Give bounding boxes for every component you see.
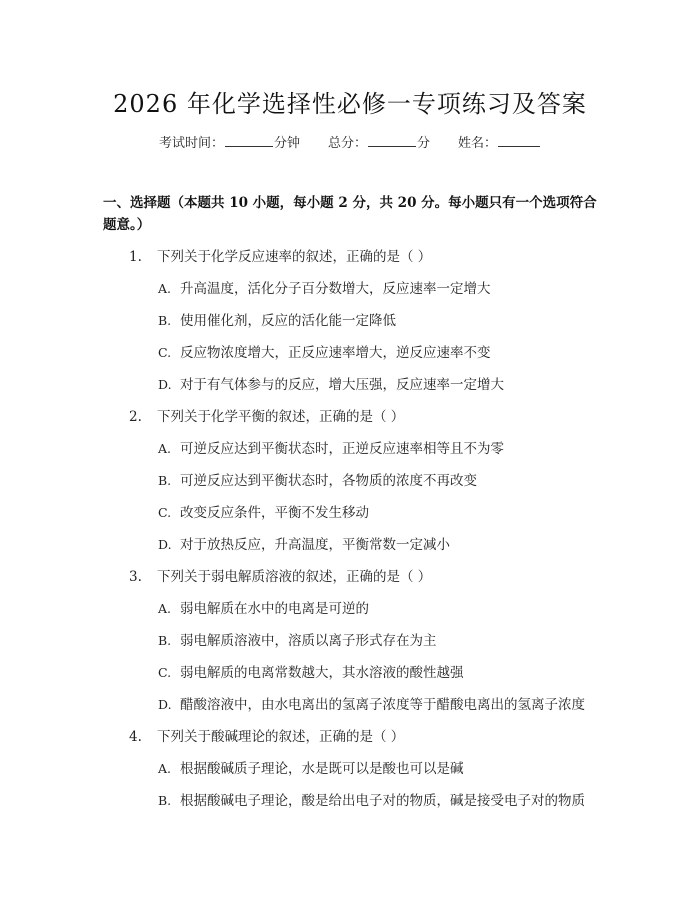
question-2-option-b	[158, 469, 477, 489]
option-text: 弱电解质的电离常数越大，其水溶液的酸性越强	[180, 665, 464, 681]
option-text: 改变反应条件，平衡不发生移动	[180, 505, 369, 521]
question-1-option-d	[158, 373, 504, 393]
question-number: 2.	[129, 409, 142, 425]
question-4-option-b	[158, 789, 585, 809]
question-1	[129, 245, 431, 265]
question-2	[129, 405, 404, 425]
question-4-option-a	[158, 757, 464, 777]
time-unit: 分钟	[273, 136, 300, 151]
question-3-option-d	[158, 693, 585, 713]
question-2-option-c	[158, 501, 369, 521]
time-label: 考试时间：	[158, 136, 224, 151]
name-field	[458, 132, 541, 151]
document-title: 2026 年化学选择性必修一专项练习及答案	[113, 90, 587, 118]
option-text: 醋酸溶液中，由水电离出的氢离子浓度等于醋酸电离出的氢离子浓度	[180, 697, 585, 713]
question-4	[129, 725, 404, 745]
option-text: 反应物浓度增大，正反应速率增大，逆反应速率不变	[180, 345, 491, 361]
option-letter: D.	[158, 377, 172, 392]
total-score-field	[328, 132, 430, 151]
option-letter: C.	[158, 665, 172, 680]
question-1-option-a	[158, 277, 491, 297]
exam-meta-line	[0, 132, 700, 151]
option-text: 升高温度，活化分子百分数增大，反应速率一定增大	[180, 281, 491, 297]
question-text: 下列关于化学平衡的叙述，正确的是（ ）	[157, 409, 405, 425]
question-1-option-b	[158, 309, 396, 329]
question-number: 4.	[129, 729, 142, 745]
option-text: 对于放热反应，升高温度，平衡常数一定减小	[180, 537, 450, 553]
question-text: 下列关于化学反应速率的叙述，正确的是（ ）	[157, 249, 432, 265]
name-label: 姓名：	[458, 136, 498, 151]
question-text: 下列关于弱电解质溶液的叙述，正确的是（ ）	[157, 569, 432, 585]
name-blank	[498, 135, 540, 147]
option-letter: C.	[158, 345, 172, 360]
option-letter: A.	[158, 761, 172, 776]
option-text: 弱电解质在水中的电离是可逆的	[180, 601, 369, 617]
option-letter: C.	[158, 505, 172, 520]
question-number: 1.	[129, 249, 142, 265]
option-text: 根据酸碱质子理论，水是既可以是酸也可以是碱	[180, 761, 464, 777]
option-letter: B.	[158, 313, 172, 328]
option-text: 弱电解质溶液中，溶质以离子形式存在为主	[180, 633, 437, 649]
option-letter: A.	[158, 601, 172, 616]
question-3	[129, 565, 431, 585]
question-3-option-a	[158, 597, 369, 617]
time-blank	[225, 135, 273, 147]
section-heading: 一、选择题（本题共 10 小题，每小题 2 分，共 20 分。每小题只有一个选项符合题意。）	[103, 195, 597, 233]
option-letter: B.	[158, 633, 172, 648]
option-text: 使用催化剂，反应的活化能一定降低	[180, 313, 396, 329]
question-number: 3.	[129, 569, 142, 585]
option-letter: B.	[158, 793, 172, 808]
option-letter: D.	[158, 537, 172, 552]
question-3-option-b	[158, 629, 437, 649]
option-text: 可逆反应达到平衡状态时，各物质的浓度不再改变	[180, 473, 477, 489]
question-2-option-d	[158, 533, 450, 553]
exam-time-field	[159, 132, 300, 151]
option-letter: D.	[158, 697, 172, 712]
score-unit: 分	[417, 136, 431, 151]
option-text: 可逆反应达到平衡状态时，正逆反应速率相等且不为零	[180, 441, 504, 457]
question-1-option-c	[158, 341, 491, 361]
option-letter: A.	[158, 281, 172, 296]
option-letter: A.	[158, 441, 172, 456]
option-letter: B.	[158, 473, 172, 488]
option-text: 根据酸碱电子理论，酸是给出电子对的物质，碱是接受电子对的物质	[180, 793, 585, 809]
question-text: 下列关于酸碱理论的叙述，正确的是（ ）	[157, 729, 405, 745]
question-3-option-c	[158, 661, 464, 681]
question-2-option-a	[158, 437, 504, 457]
score-label: 总分：	[327, 136, 367, 151]
option-text: 对于有气体参与的反应，增大压强，反应速率一定增大	[180, 377, 504, 393]
score-blank	[368, 135, 416, 147]
